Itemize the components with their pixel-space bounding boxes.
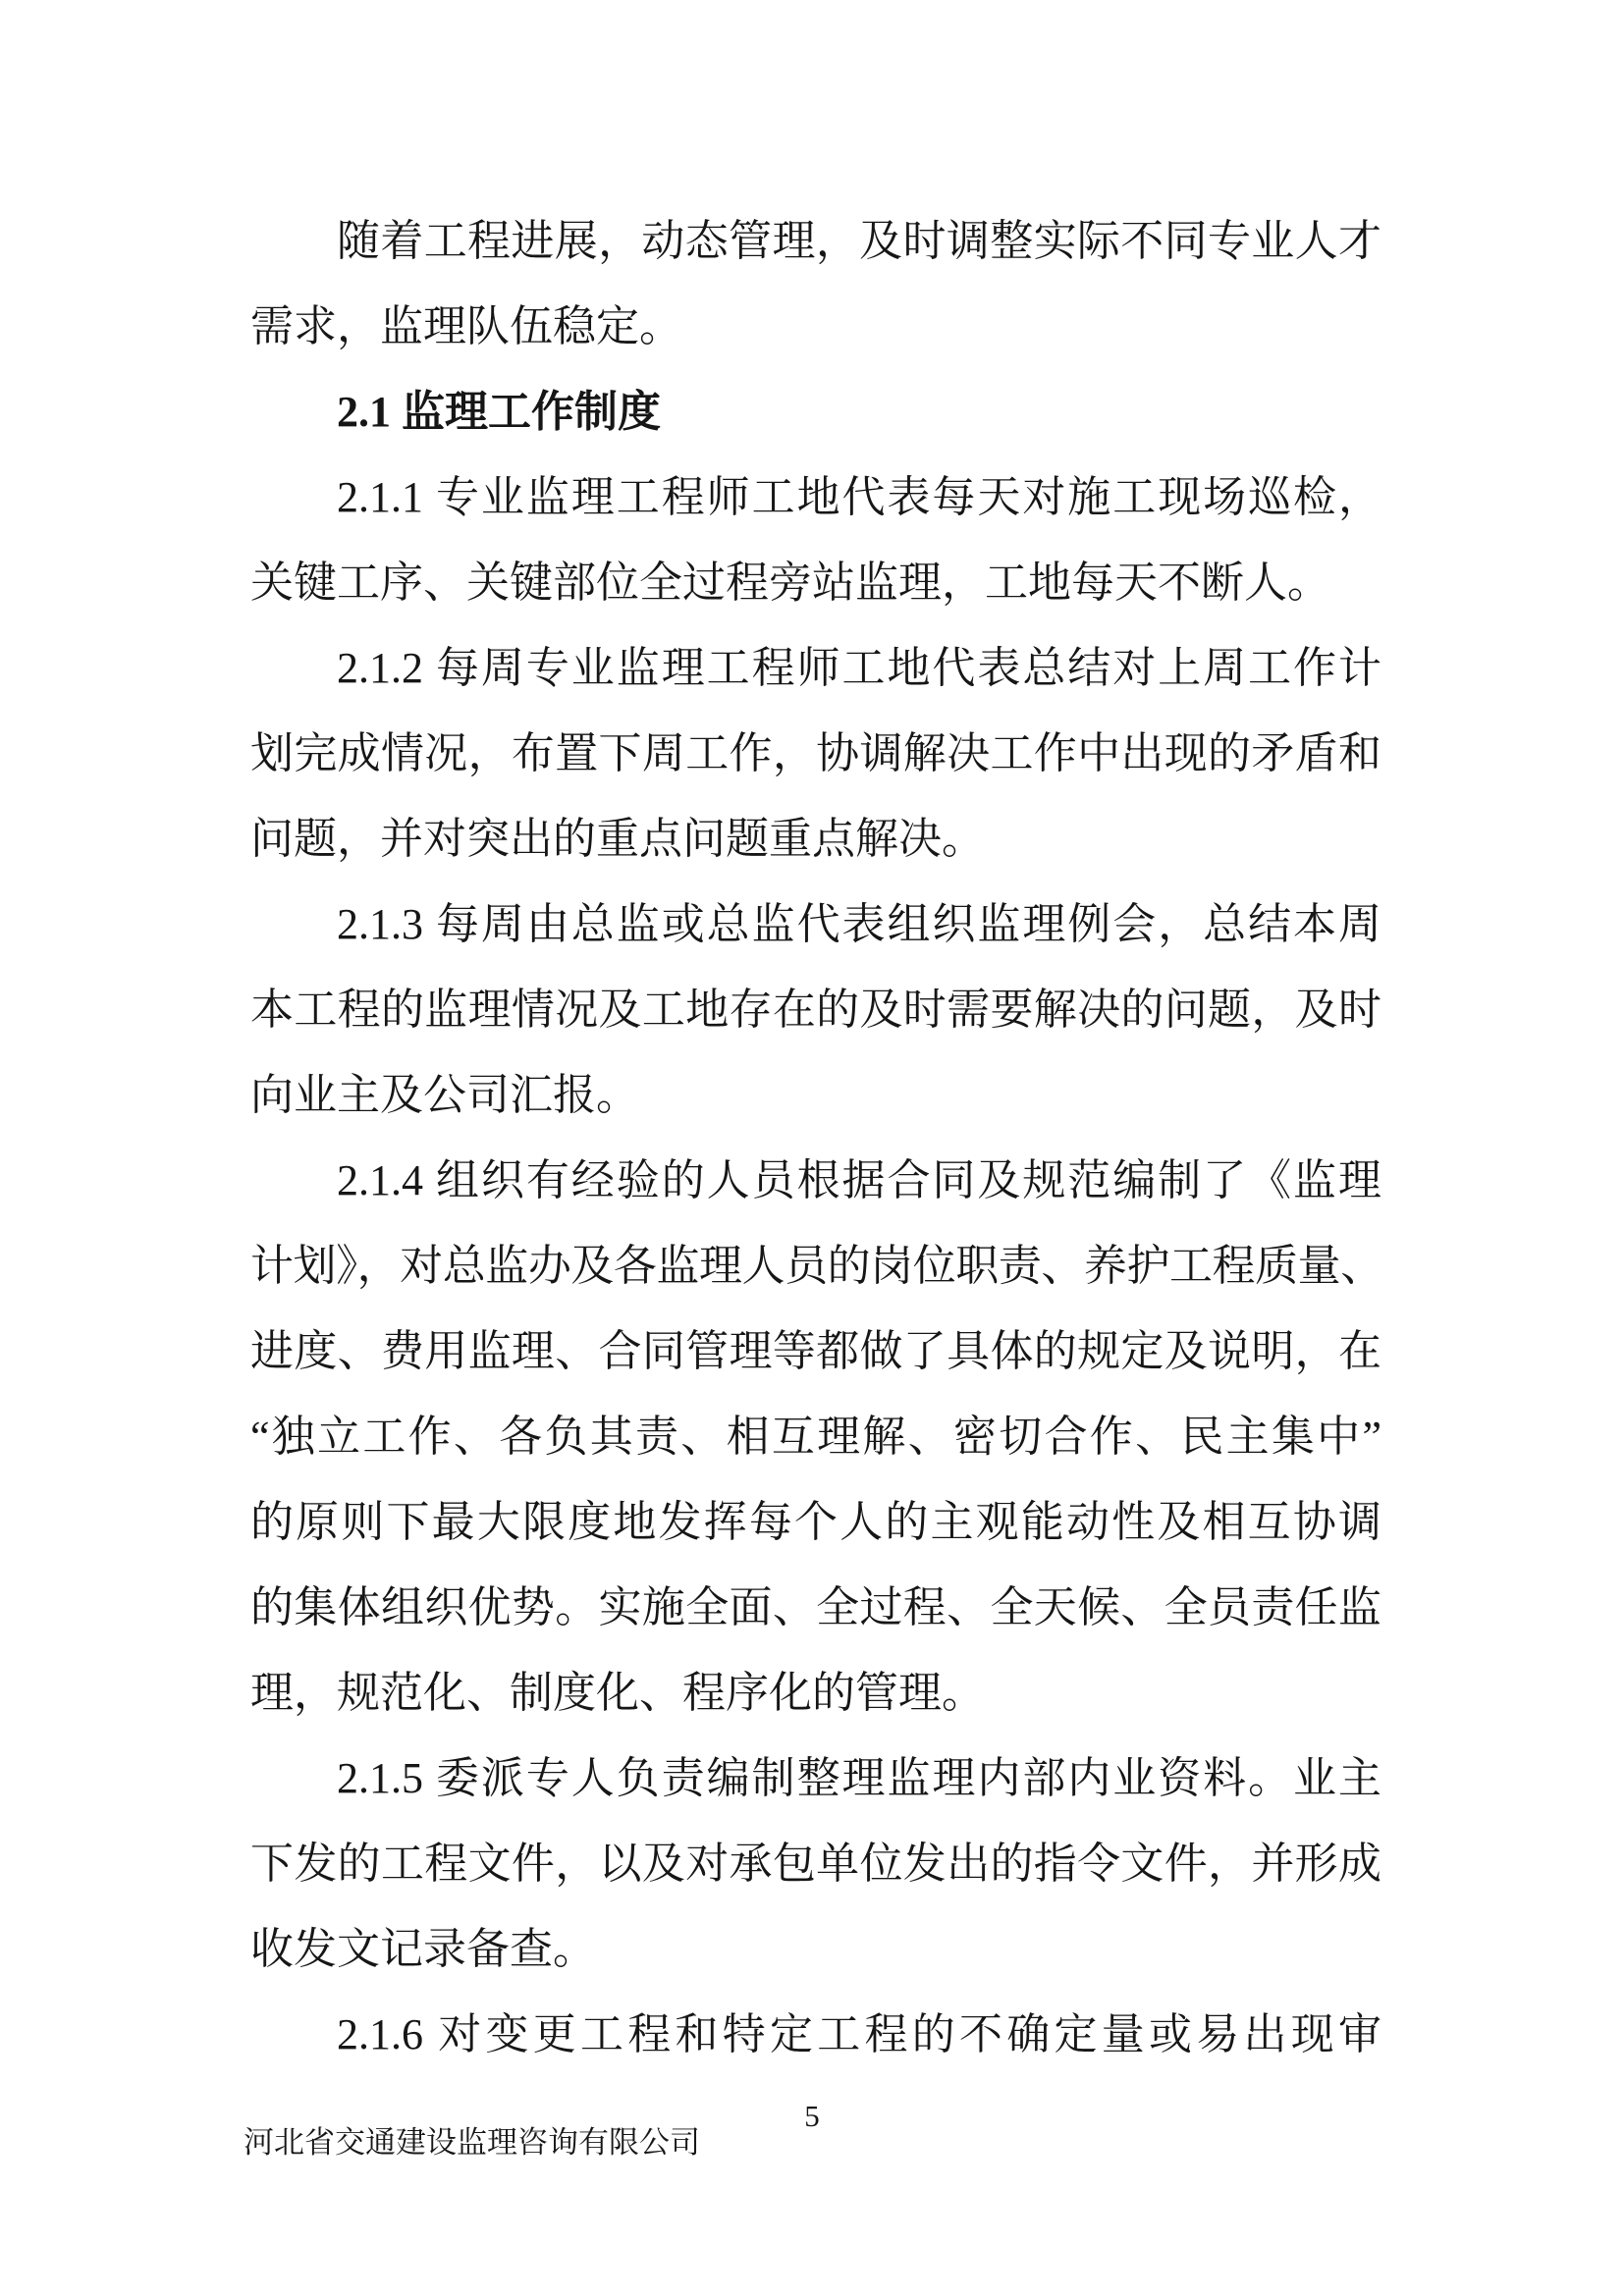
text-line: 2.1.1 专业监理工程师工地代表每天对施工现场巡检， [337, 473, 1381, 521]
text-line: 本工程的监理情况及工地存在的及时需要解决的问题，及时 [250, 986, 1381, 1034]
text-line: 2.1.2 每周专业监理工程师工地代表总结对上周工作计 [337, 644, 1381, 692]
text-line: 划完成情况，布置下周工作，协调解决工作中出现的矛盾和 [250, 729, 1381, 777]
text-line: 关键工序、关键部位全过程旁站监理，工地每天不断人。 [250, 559, 1330, 607]
text-line: 下发的工程文件，以及对承包单位发出的指令文件，并形成 [250, 1840, 1381, 1888]
page-number: 5 [804, 2099, 820, 2133]
text-line: 的原则下最大限度地发挥每个人的主观能动性及相互协调 [250, 1498, 1381, 1546]
text-line: “独立工作、各负其责、相互理解、密切合作、民主集中” [250, 1413, 1381, 1461]
footer-company-name: 河北省交通建设监理咨询有限公司 [244, 2125, 700, 2160]
document-body [250, 198, 1381, 2077]
text-line: 向业主及公司汇报。 [250, 1071, 639, 1119]
text-line: 随着工程进展，动态管理，及时调整实际不同专业人才 [337, 217, 1381, 265]
text-line: 2.1.3 每周由总监或总监代表组织监理例会，总结本周 [337, 900, 1381, 948]
text-line: 2.1.5 委派专人负责编制整理监理内部内业资料。业主 [337, 1754, 1381, 1802]
text-line: 需求，监理队伍稳定。 [250, 302, 682, 350]
text-line: 2.1.4 组织有经验的人员根据合同及规范编制了《监理 [337, 1156, 1381, 1204]
text-line: 收发文记录备查。 [250, 1925, 596, 1973]
section-heading: 2.1 监理工作制度 [337, 388, 661, 436]
text-line: 计划》，对总监办及各监理人员的岗位职责、养护工程质量、 [250, 1242, 1381, 1290]
text-line: 2.1.6 对变更工程和特定工程的不确定量或易出现审 [337, 2010, 1381, 2058]
text-line: 的集体组织优势。实施全面、全过程、全天候、全员责任监 [250, 1583, 1381, 1631]
text-line: 理，规范化、制度化、程序化的管理。 [250, 1669, 985, 1717]
text-line: 进度、费用监理、合同管理等都做了具体的规定及说明，在 [250, 1327, 1381, 1375]
text-line: 问题，并对突出的重点问题重点解决。 [250, 815, 985, 863]
